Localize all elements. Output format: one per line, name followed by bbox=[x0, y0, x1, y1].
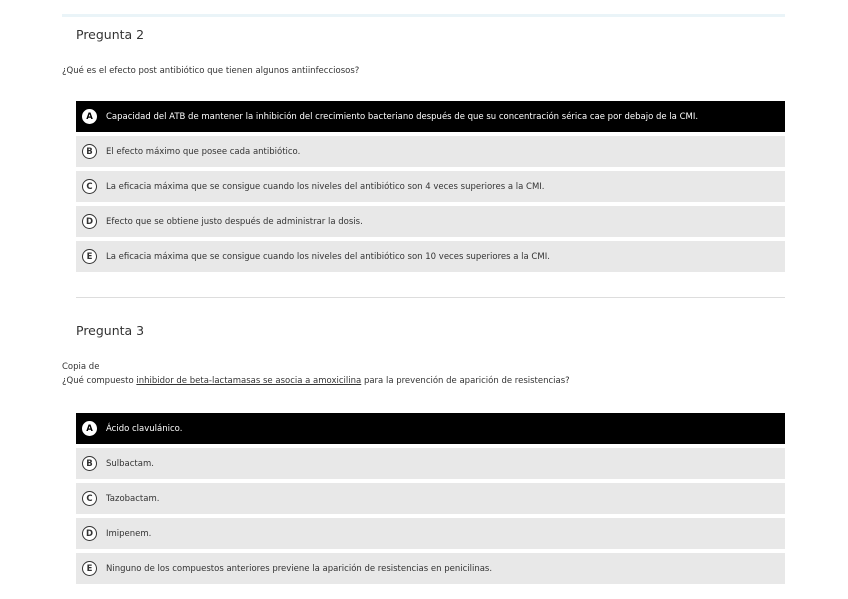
q3-option-c[interactable] bbox=[76, 483, 785, 514]
question-3-prefix: Copia de bbox=[62, 362, 100, 372]
option-label: La eficacia máxima que se consigue cuando los niveles del antibiótico son 10 veces superiores a la CMI. bbox=[106, 251, 550, 262]
question-3-text-after: para la prevención de aparición de resistencias? bbox=[361, 376, 570, 386]
q3-option-b[interactable] bbox=[76, 448, 785, 479]
option-letter-c: C bbox=[82, 491, 97, 506]
option-letter-a: A bbox=[82, 109, 97, 124]
option-label: El efecto máximo que posee cada antibiótico. bbox=[106, 146, 301, 157]
question-3-text-before: ¿Qué compuesto bbox=[62, 376, 137, 386]
option-label: Ácido clavulánico. bbox=[106, 423, 183, 434]
question-3-link[interactable]: inhibidor de beta-lactamasas se asocia a amoxicilina bbox=[136, 376, 362, 386]
option-label: La eficacia máxima que se consigue cuando los niveles del antibiótico son 4 veces superiores a la CMI. bbox=[106, 181, 545, 192]
option-letter-b: B bbox=[82, 456, 97, 471]
option-label: Sulbactam. bbox=[106, 458, 154, 469]
option-letter-e: E bbox=[82, 561, 97, 576]
q3-option-a[interactable] bbox=[76, 413, 785, 444]
option-letter-d: D bbox=[82, 214, 97, 229]
option-letter-e: E bbox=[82, 249, 97, 264]
option-label: Capacidad del ATB de mantener la inhibición del crecimiento bacteriano después de que su concentración sérica cae por debajo de la CMI. bbox=[106, 111, 699, 122]
q2-option-e[interactable] bbox=[76, 241, 785, 272]
question-2-options bbox=[76, 101, 785, 276]
option-label: Ninguno de los compuestos anteriores previene la aparición de resistencias en penicilinas. bbox=[106, 563, 493, 574]
q2-option-a[interactable] bbox=[76, 101, 785, 132]
question-2-text: ¿Qué es el efecto post antibiótico que tienen algunos antiinfecciosos? bbox=[62, 66, 360, 76]
question-3-options bbox=[76, 413, 785, 588]
option-label: Efecto que se obtiene justo después de administrar la dosis. bbox=[106, 216, 363, 227]
option-letter-c: C bbox=[82, 179, 97, 194]
question-3-text bbox=[62, 376, 570, 387]
option-letter-d: D bbox=[82, 526, 97, 541]
q2-option-b[interactable] bbox=[76, 136, 785, 167]
question-3-title: Pregunta 3 bbox=[76, 323, 145, 338]
q2-option-d[interactable] bbox=[76, 206, 785, 237]
option-letter-a: A bbox=[82, 421, 97, 436]
q3-option-e[interactable] bbox=[76, 553, 785, 584]
top-divider bbox=[62, 14, 785, 17]
section-divider bbox=[76, 297, 785, 298]
question-2-title: Pregunta 2 bbox=[76, 27, 145, 42]
q3-option-d[interactable] bbox=[76, 518, 785, 549]
option-label: Tazobactam. bbox=[106, 493, 160, 504]
q2-option-c[interactable] bbox=[76, 171, 785, 202]
option-letter-b: B bbox=[82, 144, 97, 159]
option-label: Imipenem. bbox=[106, 528, 152, 539]
